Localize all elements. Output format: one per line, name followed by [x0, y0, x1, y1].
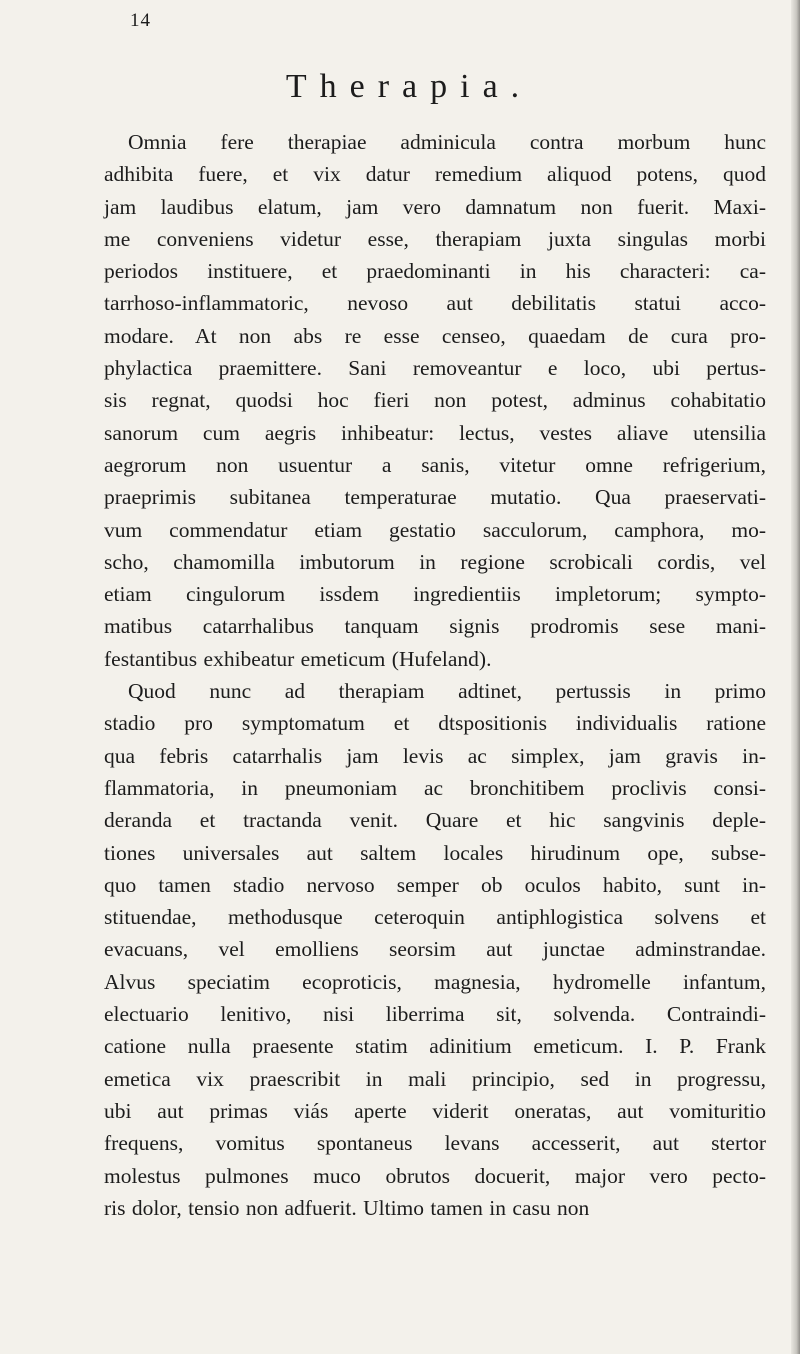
- text-line: deranda et tractanda venit. Quare et hic sangvinis deple-: [104, 808, 766, 833]
- text-line: Omnia fere therapiae adminicula contra morbum hunc: [128, 130, 766, 154]
- text-line: tiones universales aut saltem locales hirudinum ope, subse-: [104, 840, 766, 865]
- text-line: adhibita fuere, et vix datur remedium aliquod potens, quod: [104, 162, 766, 187]
- page-number: 14: [130, 10, 151, 31]
- text-line: sanorum cum aegris inhibeatur: lectus, vestes aliave utensilia: [104, 420, 766, 445]
- text-line: sis regnat, quodsi hoc fieri non potest, adminus cohabitatio: [104, 388, 766, 413]
- section-heading: Therapia.: [285, 68, 533, 105]
- text-line: quo tamen stadio nervoso semper ob oculos habito, sunt in-: [104, 872, 766, 897]
- text-line: matibus catarrhalibus tanquam signis prodromis sese mani-: [104, 614, 766, 639]
- text-line: etiam cingulorum issdem ingredientiis impletorum; sympto-: [104, 582, 766, 607]
- text-line: me conveniens videtur esse, therapiam juxta singulas morbi: [104, 226, 766, 251]
- text-line: qua febris catarrhalis jam levis ac simplex, jam gravis in-: [104, 743, 766, 768]
- text-line: evacuans, vel emolliens seorsim aut junctae adminstrandae.: [104, 937, 766, 962]
- text-line: aegrorum non usuentur a sanis, vitetur omne refrigerium,: [104, 452, 766, 477]
- text-line: scho, chamomilla imbutorum in regione scrobicali cordis, vel: [104, 549, 766, 574]
- text-line: vum commendatur etiam gestatio sacculorum, camphora, mo-: [104, 517, 766, 542]
- text-line: Quod nunc ad therapiam adtinet, pertussis in primo: [128, 679, 766, 704]
- text-line: periodos instituere, et praedominanti in his characteri: ca-: [104, 259, 766, 284]
- text-line: ris dolor, tensio non adfuerit. Ultimo tamen in casu non: [104, 1195, 590, 1220]
- text-line: frequens, vomitus spontaneus levans accesserit, aut stertor: [104, 1131, 766, 1156]
- body-text: [104, 126, 766, 1224]
- text-line: molestus pulmones muco obrutos docuerit, major vero pecto-: [104, 1163, 766, 1188]
- text-line: stadio pro symptomatum et dtspositionis individualis ratione: [104, 711, 766, 736]
- text-line: festantibus exhibeatur emeticum (Hufeland).: [104, 646, 492, 671]
- text-line: electuario lenitivo, nisi liberrima sit, solvenda. Contraindi-: [104, 1002, 766, 1027]
- text-line: stituendae, methodusque ceteroquin antiphlogistica solvens et: [104, 905, 766, 930]
- text-line: ubi aut primas viás aperte viderit oneratas, aut vomituritio: [104, 1098, 766, 1123]
- text-line: modare. At non abs re esse censeo, quaedam de cura pro-: [104, 323, 766, 348]
- text-line: praeprimis subitanea temperaturae mutatio. Qua praeservati-: [104, 485, 766, 510]
- text-line: tarrhoso-inflammatoric, nevoso aut debilitatis statui acco-: [104, 291, 766, 316]
- text-line: jam laudibus elatum, jam vero damnatum non fuerit. Maxi-: [104, 194, 766, 219]
- text-line: emetica vix praescribit in mali principio, sed in progressu,: [104, 1066, 766, 1091]
- text-line: catione nulla praesente statim adinitium emeticum. I. P. Frank: [104, 1034, 766, 1059]
- text-line: phylactica praemittere. Sani removeantur e loco, ubi pertus-: [104, 356, 766, 381]
- text-line: flammatoria, in pneumoniam ac bronchitibem proclivis consi-: [104, 775, 766, 800]
- text-line: Alvus speciatim ecoproticis, magnesia, hydromelle infantum,: [104, 969, 766, 994]
